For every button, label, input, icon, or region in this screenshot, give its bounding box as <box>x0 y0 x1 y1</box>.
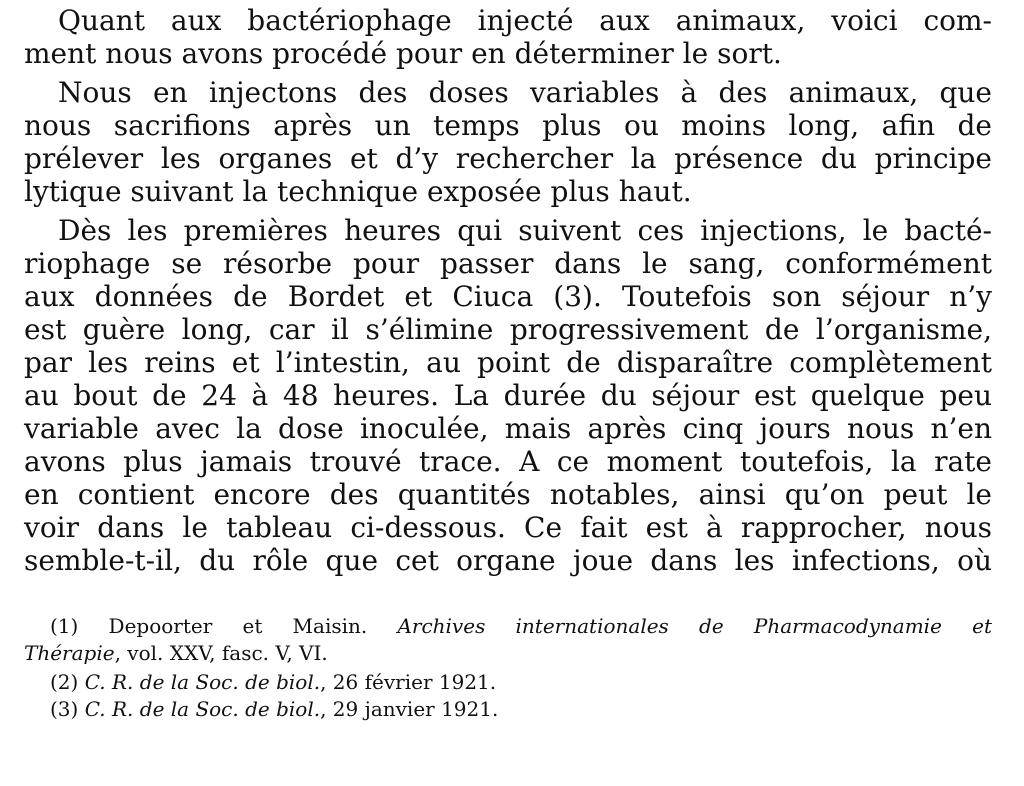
body-text-line: voir dans le tableau ci-dessous. Ce fait est à rapprocher, nous <box>24 511 992 544</box>
body-text-line: au bout de 24 à 48 heures. La durée du séjour est quelque peu <box>24 379 992 412</box>
footnote-1-line-2 <box>24 641 992 665</box>
body-text-line: est guère long, car il s’élimine progressivement de l’organisme, <box>24 313 992 346</box>
body-text-line: variable avec la dose inoculée, mais après cinq jours nous n’en <box>24 412 992 445</box>
body-text-line: avons plus jamais trouvé trace. A ce moment toutefois, la rate <box>24 445 992 478</box>
body-text-line: nous sacrifions après un temps plus ou moins long, afin de <box>24 109 992 142</box>
footnote-3-suffix: , 29 janvier 1921. <box>320 697 499 721</box>
body-text-line: prélever les organes et d’y rechercher la présence du principe <box>24 142 992 175</box>
footnote-3-journal: C. R. de la Soc. de biol. <box>84 697 321 721</box>
body-text-line: en contient encore des quantités notables, ainsi qu’on peut le <box>24 478 992 511</box>
footnote-1-journal: Archives internationales de Pharmacodynamie et <box>397 614 992 638</box>
body-text-line: aux données de Bordet et Ciuca (3). Toutefois son séjour n’y <box>24 280 992 313</box>
body-text-line: Dès les premières heures qui suivent ces injections, le bacté- <box>58 214 992 247</box>
footnote-1-journal-cont: Thérapie <box>24 641 115 665</box>
body-text-line: Quant aux bactériophage injecté aux animaux, voici com- <box>58 4 992 37</box>
footnote-2-suffix: , 26 février 1921. <box>320 670 497 694</box>
footnote-2 <box>24 670 992 694</box>
footnote-1-line-1 <box>24 614 992 638</box>
body-text-line: lytique suivant la technique exposée plus haut. <box>24 175 692 208</box>
footnote-1-prefix: (1) Depoorter et Maisin. <box>50 614 398 638</box>
body-text-line: riophage se résorbe pour passer dans le sang, conformément <box>24 247 992 280</box>
footnote-2-prefix: (2) <box>50 670 85 694</box>
footnote-2-journal: C. R. de la Soc. de biol. <box>84 670 321 694</box>
footnote-3 <box>24 697 992 721</box>
body-text-line: ment nous avons procédé pour en déterminer le sort. <box>24 37 782 70</box>
body-text-line: par les reins et l’intestin, au point de disparaître complètement <box>24 346 992 379</box>
body-text-line: semble-t-il, du rôle que cet organe joue dans les infections, où <box>24 544 992 577</box>
footnote-3-prefix: (3) <box>50 697 85 721</box>
footnote-1-suffix: , vol. XXV, fasc. V, VI. <box>114 641 328 665</box>
body-text-line: Nous en injectons des doses variables à des animaux, que <box>58 76 992 109</box>
